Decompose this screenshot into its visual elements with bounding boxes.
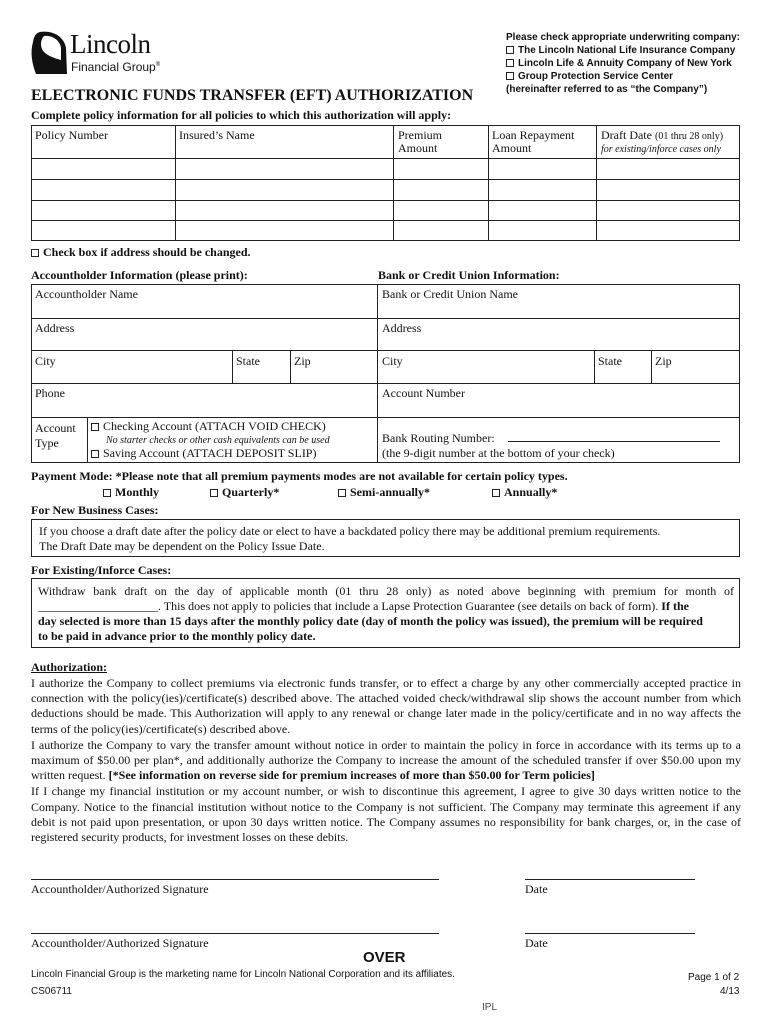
registered-mark: ®	[155, 62, 161, 68]
authorization-paragraph-2: I authorize the Company to vary the transfer amount without notice in order to maintain the policy in force in accordance with its terms up to a maximum of $50.00 per plan*, and additionally authorize the Company to increase the amount of the scheduled transfer if over $50.00 upon my written request. [*See information on reverse side for premium increases of more than $50.00 for Term policies]	[31, 737, 741, 783]
checkbox-gpsc[interactable]	[506, 72, 514, 80]
existing-text: Withdraw bank draft on the day of applicable month (01 thru 28 only) as noted above beginning with premium for month of ____________________. This does not apply to policies that include a Lapse Protection Guarantee (see details on back of form). If the day selected is more than 15 days after the monthly policy date (day of month the policy was issued), the premium will be required to be paid in advance prior to the monthly policy date.	[38, 584, 734, 643]
bank-zip-field[interactable]: Zip	[655, 354, 672, 368]
policy-row[interactable]	[31, 200, 740, 220]
date-label-2: Date	[525, 936, 548, 950]
signature-label-1: Accountholder/Authorized Signature	[31, 882, 209, 896]
bank-heading: Bank or Credit Union Information:	[378, 268, 560, 282]
col-loan-repayment: Loan Repayment Amount	[492, 128, 575, 155]
payment-option-monthly[interactable]: Monthly	[103, 485, 159, 500]
accountholder-address-field[interactable]: Address	[35, 321, 75, 335]
bank-name-field[interactable]: Bank or Credit Union Name	[382, 287, 518, 301]
underwriting-option: Lincoln Life & Annuity Company of New York	[506, 57, 740, 70]
routing-number-field[interactable]	[508, 441, 720, 442]
signature-label-2: Accountholder/Authorized Signature	[31, 936, 209, 950]
account-type-label: Account Type	[35, 421, 76, 450]
checking-checkbox[interactable]	[91, 423, 99, 431]
policy-row[interactable]	[31, 220, 740, 241]
form-subtitle: Complete policy information for all policies to which this authorization will apply:	[31, 108, 452, 122]
form-number: CS06711	[31, 986, 72, 997]
bank-address-field[interactable]: Address	[382, 321, 422, 335]
routing-number-label: Bank Routing Number:	[382, 431, 495, 445]
authorization-body	[31, 676, 741, 845]
lincoln-profile-icon	[30, 30, 68, 74]
col-insured-name: Insured’s Name	[179, 128, 255, 142]
policy-row[interactable]	[31, 158, 740, 179]
accountholder-name-field[interactable]: Accountholder Name	[35, 287, 138, 301]
policy-row[interactable]	[31, 179, 740, 200]
address-change: Check box if address should be changed.	[31, 245, 251, 260]
monthly-checkbox[interactable]	[103, 489, 111, 497]
underwriting-heading: Please check appropriate underwriting company:	[506, 32, 740, 43]
payment-option-quarterly[interactable]: Quarterly*	[210, 485, 279, 500]
date-label-1: Date	[525, 882, 548, 896]
underwriting-option: The Lincoln National Life Insurance Company	[506, 44, 740, 57]
underwriting-note: (hereinafter referred to as “the Company”)	[506, 84, 708, 95]
address-change-checkbox[interactable]	[31, 249, 39, 257]
logo-subtitle: Financial Group	[71, 60, 156, 74]
saving-checkbox[interactable]	[91, 450, 99, 458]
col-draft-date: Draft Date (01 thru 28 only) for existing/inforce cases only	[601, 128, 724, 155]
routing-number-note: (the 9-digit number at the bottom of your check)	[382, 446, 615, 460]
signature-line-2[interactable]	[31, 933, 439, 934]
signature-line-1[interactable]	[31, 879, 439, 880]
lincoln-logo	[30, 30, 170, 76]
checkbox-lla[interactable]	[506, 59, 514, 67]
logo-name: Lincoln	[70, 29, 151, 59]
existing-heading: For Existing/Inforce Cases:	[31, 563, 172, 577]
over-label: OVER	[363, 949, 406, 966]
underwriting-section	[506, 31, 740, 96]
bank-account-number-field[interactable]: Account Number	[382, 386, 465, 400]
checkbox-lnl[interactable]	[506, 46, 514, 54]
accountholder-phone-field[interactable]: Phone	[35, 386, 65, 400]
accountholder-city-field[interactable]: City	[35, 354, 56, 368]
new-business-heading: For New Business Cases:	[31, 503, 159, 517]
annual-checkbox[interactable]	[492, 489, 500, 497]
new-business-text-2: The Draft Date may be dependent on the Policy Issue Date.	[39, 539, 325, 553]
semiannual-checkbox[interactable]	[338, 489, 346, 497]
authorization-paragraph-3: If I change my financial institution or my account number, or wish to discontinue this agreement, I agree to give 30 days written notice to the Company. Notice to the financial institution without notice to the Company is not sufficient. The Company may terminate this agreement if any debit is not paid upon presentation, or upon 30 days written notice. The Company assumes no responsibility for bank charges, or, in the case of registered security products, for investment losses on these debits.	[31, 784, 741, 845]
date-line-1[interactable]	[525, 879, 695, 880]
col-policy-number: Policy Number	[35, 128, 108, 142]
quarterly-checkbox[interactable]	[210, 489, 218, 497]
payment-option-annual[interactable]: Annually*	[492, 485, 557, 500]
accountholder-heading: Accountholder Information (please print):	[31, 268, 248, 282]
date-line-2[interactable]	[525, 933, 695, 934]
page-number: Page 1 of 2	[688, 972, 740, 983]
ipl-code: IPL	[482, 1002, 498, 1013]
new-business-text-1: If you choose a draft date after the policy date or elect to have a backdated policy there may be additional premium requirements.	[39, 524, 661, 538]
authorization-heading: Authorization:	[31, 660, 107, 674]
form-title: ELECTRONIC FUNDS TRANSFER (EFT) AUTHORIZATION	[31, 87, 474, 104]
col-premium-amount: Premium Amount	[398, 128, 442, 155]
payment-mode-heading: Payment Mode: *Please note that all premium payments modes are not available for certain policy types.	[31, 469, 568, 483]
accountholder-zip-field[interactable]: Zip	[294, 354, 311, 368]
bank-state-field[interactable]: State	[598, 354, 622, 368]
starter-check-note: No starter checks or other cash equivalents can be used	[106, 435, 330, 446]
accountholder-state-field[interactable]: State	[236, 354, 260, 368]
revision-date: 4/13	[720, 986, 740, 997]
marketing-note: Lincoln Financial Group is the marketing name for Lincoln National Corporation and its affiliates.	[31, 969, 455, 980]
underwriting-option: Group Protection Service Center	[506, 70, 740, 83]
payment-option-semiannual[interactable]: Semi-annually*	[338, 485, 430, 500]
checking-option[interactable]: Checking Account (ATTACH VOID CHECK)	[91, 420, 326, 433]
authorization-paragraph-1: I authorize the Company to collect premiums via electronic funds transfer, or to effect a charge by any other commercially accepted practice in connection with the policy(ies)/certificate(s) described above. The attached voided check/withdrawal slip shows the account number from which deductions should be made. This Authorization will apply to any renewal or change later made in the policy/certificate and in no way affects the terms of the policy(ies)/certificate(s) described above.	[31, 676, 741, 736]
saving-option[interactable]: Saving Account (ATTACH DEPOSIT SLIP)	[91, 447, 316, 460]
bank-city-field[interactable]: City	[382, 354, 403, 368]
